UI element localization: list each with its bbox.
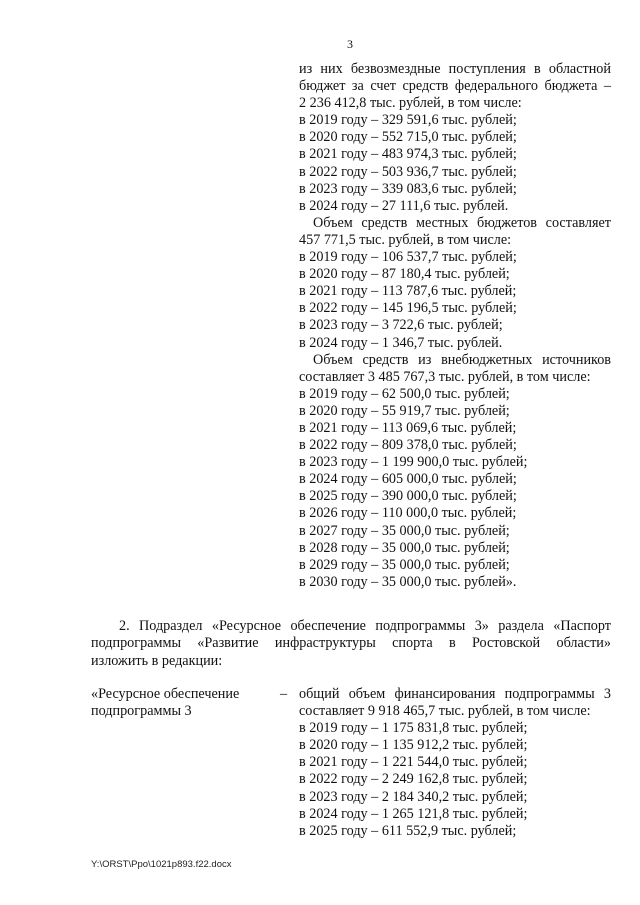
total-year-line: в 2019 году – 1 175 831,8 тыс. рублей; [299,720,528,737]
resource-label [91,686,271,720]
file-path-footer: Y:\ORST\Ppo\1021p893.f22.docx [91,859,232,870]
extra-year-line: в 2029 году – 35 000,0 тыс. рублей; [299,556,510,573]
extra-year-line: в 2028 году – 35 000,0 тыс. рублей; [299,539,510,556]
federal-year-line: в 2022 году – 503 936,7 тыс. рублей; [299,163,517,180]
extra-year-line: в 2030 году – 35 000,0 тыс. рублей». [299,573,517,590]
local-intro-line: Объем средств местных бюджетов составляет [313,214,611,231]
federal-year-line: в 2023 году – 339 083,6 тыс. рублей; [299,180,517,197]
total-year-line: в 2022 году – 2 249 162,8 тыс. рублей; [299,771,528,788]
paragraph-line: подпрограммы «Развитие инфраструктуры спорта в Ростовской области» [91,635,611,652]
federal-intro-line: из них безвозмездные поступления в областной [299,61,611,77]
extra-year-line: в 2025 году – 390 000,0 тыс. рублей; [299,488,517,505]
federal-intro-line: 2 236 412,8 тыс. рублей, в том числе: [299,95,522,112]
federal-year-line: в 2024 году – 27 111,6 тыс. рублей. [299,197,509,214]
total-year-line: в 2020 году – 1 135 912,2 тыс. рублей; [299,737,528,754]
extra-year-line: в 2023 году – 1 199 900,0 тыс. рублей; [299,454,528,471]
page-number: 3 [347,37,353,51]
bottom-text-block [299,686,611,840]
paragraph-line: изложить в редакции: [91,652,223,669]
local-year-line: в 2020 году – 87 180,4 тыс. рублей; [299,266,510,283]
total-year-line: в 2023 году – 2 184 340,2 тыс. рублей; [299,788,528,805]
extra-year-line: в 2019 году – 62 500,0 тыс. рублей; [299,385,510,402]
total-intro-line: общий объем финансирования подпрограммы 3 [299,686,611,702]
extra-year-line: в 2022 году – 809 378,0 тыс. рублей; [299,437,517,454]
label-dash: – [280,686,288,702]
top-text-block [299,61,611,591]
total-year-line: в 2021 году – 1 221 544,0 тыс. рублей; [299,754,528,771]
local-year-line: в 2022 году – 145 196,5 тыс. рублей; [299,300,517,317]
total-year-line: в 2024 году – 1 265 121,8 тыс. рублей; [299,805,528,822]
extra-intro-line: Объем средств из внебюджетных источников [313,351,611,368]
extra-year-line: в 2026 году – 110 000,0 тыс. рублей; [299,505,517,522]
local-year-line: в 2024 году – 1 346,7 тыс. рублей. [299,334,503,351]
local-year-line: в 2021 году – 113 787,6 тыс. рублей; [299,283,517,300]
extra-year-line: в 2024 году – 605 000,0 тыс. рублей; [299,471,517,488]
extra-year-line: в 2021 году – 113 069,6 тыс. рублей; [299,419,517,436]
federal-intro-line: бюджет за счет средств федерального бюджета – [299,78,611,95]
federal-year-line: в 2020 году – 552 715,0 тыс. рублей; [299,129,517,146]
local-intro-line: 457 771,5 тыс. рублей, в том числе: [299,231,512,248]
federal-year-line: в 2021 году – 483 974,3 тыс. рублей; [299,146,517,163]
resource-label-line: «Ресурсное обеспечение [91,686,240,702]
extra-year-line: в 2027 году – 35 000,0 тыс. рублей; [299,522,510,539]
amendment-paragraph [91,618,611,670]
extra-year-line: в 2020 году – 55 919,7 тыс. рублей; [299,402,510,419]
local-year-line: в 2019 году – 106 537,7 тыс. рублей; [299,249,517,266]
extra-intro-line: составляет 3 485 767,3 тыс. рублей, в том числе: [299,368,591,385]
total-intro-line: составляет 9 918 465,7 тыс. рублей, в том числе: [299,703,591,720]
federal-year-line: в 2019 году – 329 591,6 тыс. рублей; [299,112,517,129]
local-year-line: в 2023 году – 3 722,6 тыс. рублей; [299,317,503,334]
paragraph-line: 2. Подраздел «Ресурсное обеспечение подпрограммы 3» раздела «Паспорт [119,618,611,634]
resource-label-line: подпрограммы 3 [91,703,192,720]
total-year-line: в 2025 году – 611 552,9 тыс. рублей; [299,822,517,839]
